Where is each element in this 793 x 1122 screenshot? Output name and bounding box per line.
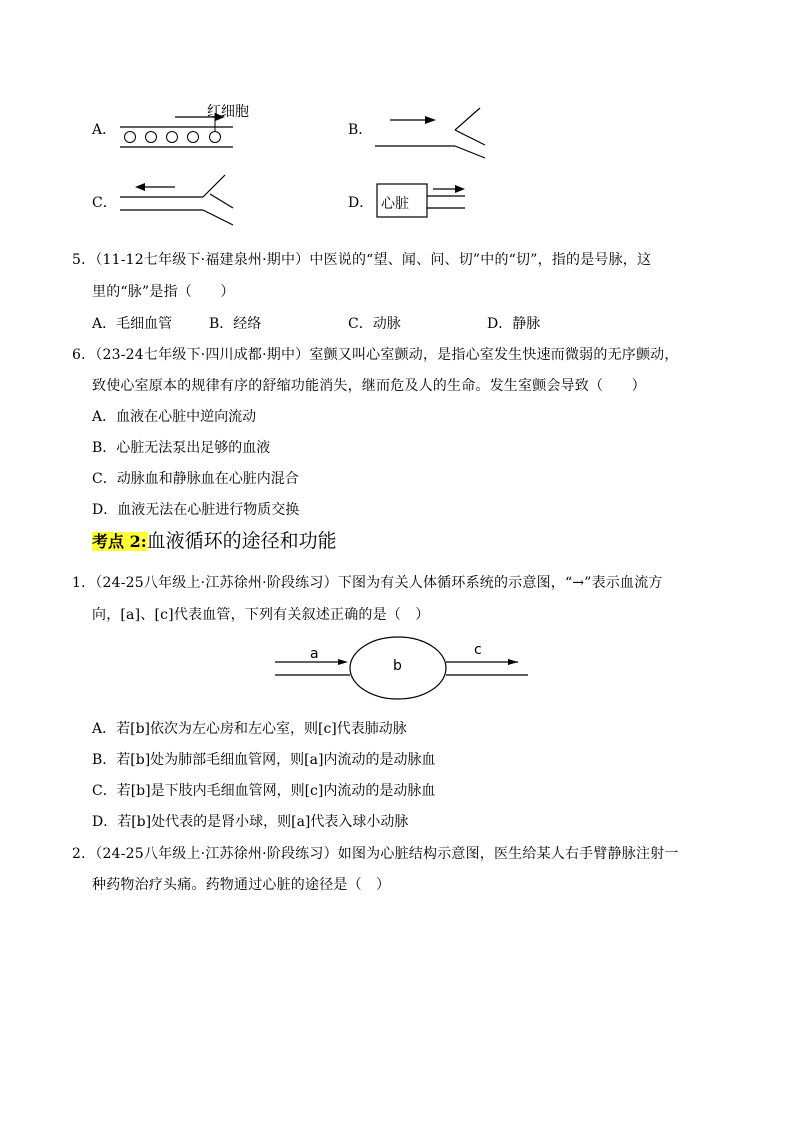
q6-stem-line2: 致使心室原本的规律有序的舒缩功能消失，继而危及人的生命。发生室颤会导致（ ） bbox=[92, 378, 646, 394]
diagram-label-c: c bbox=[474, 642, 482, 658]
s2q1-option-c: C．若[b]是下肢内毛细血管网，则[c]内流动的是动脉血 bbox=[92, 783, 436, 799]
q6-stem-line1: 6．（23-24七年级下·四川成都·期中）室颤又叫心室颤动，是指心室发生快速而微弱的无序颤动， bbox=[72, 347, 679, 363]
q5-stem-line1: 5．（11-12七年级下·福建泉州·期中）中医说的“望、闻、问、切”中的“切”，指的是号脉，这 bbox=[72, 252, 652, 268]
q6-option-d: D．血液无法在心脏进行物质交换 bbox=[92, 502, 300, 518]
s2q1-stem-line2: 向，[a]、[c]代表血管，下列有关叙述正确的是（ ） bbox=[92, 607, 430, 623]
q6-option-c: C．动脉血和静脉血在心脏内混合 bbox=[92, 471, 299, 487]
heart-box-label: 心脏 bbox=[381, 196, 409, 212]
q6-option-b: B．心脏无法泵出足够的血液 bbox=[92, 440, 271, 456]
s2q1-option-b: B．若[b]处为肺部毛细血管网，则[a]内流动的是动脉血 bbox=[92, 752, 436, 768]
section-title: 血液循环的途径和功能 bbox=[146, 530, 337, 552]
q5-stem-line2: 里的“脉”是指（ ） bbox=[92, 284, 235, 300]
q6-option-a: A．血液在心脏中逆向流动 bbox=[92, 409, 257, 425]
diagram-label-b: b bbox=[393, 658, 402, 674]
red-blood-cell-label: 红细胞 bbox=[207, 104, 249, 120]
q5-option-c: C．动脉 bbox=[348, 316, 401, 332]
diagram-label-a: a bbox=[310, 646, 319, 662]
q5-option-d: D．静脉 bbox=[487, 316, 541, 332]
q5-option-a: A．毛细血管 bbox=[92, 316, 173, 332]
q4-option-b-label: B． bbox=[348, 122, 373, 138]
q5-option-b: B．经络 bbox=[209, 316, 262, 332]
q4-diagram-c bbox=[115, 170, 245, 230]
q4-option-a-label: A． bbox=[92, 122, 117, 138]
circulation-diagram bbox=[270, 632, 535, 704]
q4-option-c-label: C． bbox=[92, 195, 117, 211]
s2q1-option-d: D．若[b]处代表的是肾小球，则[a]代表入球小动脉 bbox=[92, 814, 409, 830]
s2q1-option-a: A．若[b]依次为左心房和左心室，则[c]代表肺动脉 bbox=[92, 721, 407, 737]
q4-option-d-label: D． bbox=[348, 195, 374, 211]
s2q2-stem-line2: 种药物治疗头痛。药物通过心脏的途径是（ ） bbox=[92, 877, 391, 893]
q4-diagram-b bbox=[370, 100, 495, 160]
s2q1-stem-line1: 1．（24-25八年级上·江苏徐州·阶段练习）下图为有关人体循环系统的示意图，“→”表示血流方 bbox=[72, 575, 663, 591]
section-heading bbox=[92, 526, 337, 553]
section-tag: 考点 2: bbox=[92, 532, 147, 551]
s2q2-stem-line1: 2．（24-25八年级上·江苏徐州·阶段练习）如图为心脏结构示意图，医生给某人右手臂静脉注射一 bbox=[72, 846, 679, 862]
